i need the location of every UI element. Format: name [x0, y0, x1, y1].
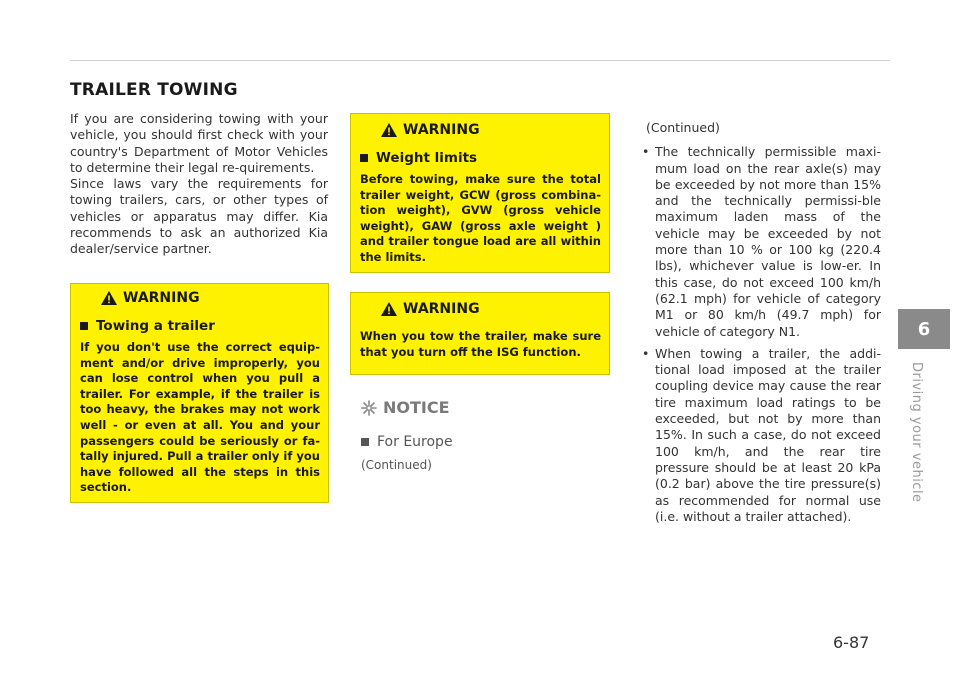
warning-body: When you tow the trailer, make sure that you turn off the ISG function. [360, 329, 601, 359]
square-bullet-icon [80, 322, 88, 330]
notice-item [361, 434, 453, 450]
warning-box-isg [350, 292, 610, 375]
list-item-text: When towing a trailer, the addi-tional load imposed at the trailer coupling device may cause the rear tire maximum load ratings to be exceeded, but not by more than 15%. In such a case, do not exceed 100 km/h, and the rear tire pressure should be at least 20 kPa (0.2 bar) above the tire pressure(s) as recommended for normal use (i.e. without a trailer attached). [655, 345, 881, 524]
list-item [640, 144, 881, 340]
warning-box-weight-limits [350, 113, 610, 273]
warning-heading [360, 301, 601, 317]
warning-body: If you don't use the correct equip-ment and/or drive improperly, you can lose control when you pull a trailer. For example, if the trailer is too heavy, the brakes may not work well - or even at all. You and your passengers could be seriously or fa-tally injured. Pull a trailer only if you have followed all the steps in this section. [80, 340, 320, 495]
warning-heading [360, 122, 601, 138]
warning-box-towing [70, 283, 329, 503]
warning-triangle-icon [101, 291, 117, 305]
header-rule [70, 60, 890, 61]
continued-label: (Continued) [361, 458, 432, 472]
warning-label: WARNING [123, 290, 200, 306]
list-item-text: The technically permissible maxi-mum load on the rear axle(s) may be exceeded by not more than 15% and the technically permissi-ble maximum laden mass of the vehicle may be exceeded by not more than 10 % or 100 kg (220.4 lbs), whichever value is low-er. In this case, do not exceed 100 km/h (62.1 mph) for vehicle of category M1 or 80 km/h (49.7 mph) for vehicle of category N1. [655, 144, 881, 339]
intro-paragraph-1: If you are considering towing with your vehicle, you should first check with your country's Department of Motor Vehicles to determine their legal re-quirements. [70, 111, 328, 175]
intro-text [70, 111, 328, 258]
notice-label: NOTICE [383, 398, 450, 417]
warning-subheading-text: Towing a trailer [96, 318, 215, 334]
chapter-tab [898, 309, 950, 349]
intro-paragraph-2: Since laws vary the requirements for towing trailers, cars, or other types of vehicles or apparatus may differ. Kia recommends to ask an authorized Kia dealer/service partner. [70, 176, 328, 257]
bullet-dot: • [642, 144, 650, 160]
square-bullet-icon [361, 438, 369, 446]
warning-subheading [360, 150, 601, 166]
warning-triangle-icon [381, 123, 397, 137]
chapter-number: 6 [917, 318, 931, 340]
square-bullet-icon [360, 154, 368, 162]
warning-body: Before towing, make sure the total trailer weight, GCW (gross combina-tion weight), GVW (gross vehicle weight), GAW (gross axle weight ) and trailer tongue load are all within the limits. [360, 172, 601, 264]
page-number: 6-87 [833, 633, 870, 652]
warning-subheading-text: Weight limits [376, 150, 478, 166]
warning-subheading [80, 318, 320, 334]
notice-item-text: For Europe [377, 434, 453, 450]
warning-triangle-icon [381, 302, 397, 316]
right-column [640, 120, 881, 531]
notice-heading [361, 398, 450, 417]
page-title: TRAILER TOWING [70, 80, 238, 100]
warning-label: WARNING [403, 301, 480, 317]
notice-star-icon [361, 400, 377, 416]
warning-label: WARNING [403, 122, 480, 138]
chapter-title: Driving your vehicle [909, 362, 924, 503]
bullet-dot: • [642, 345, 650, 361]
warning-heading [80, 290, 320, 306]
continued-label: (Continued) [646, 120, 720, 135]
list-item [640, 346, 881, 525]
